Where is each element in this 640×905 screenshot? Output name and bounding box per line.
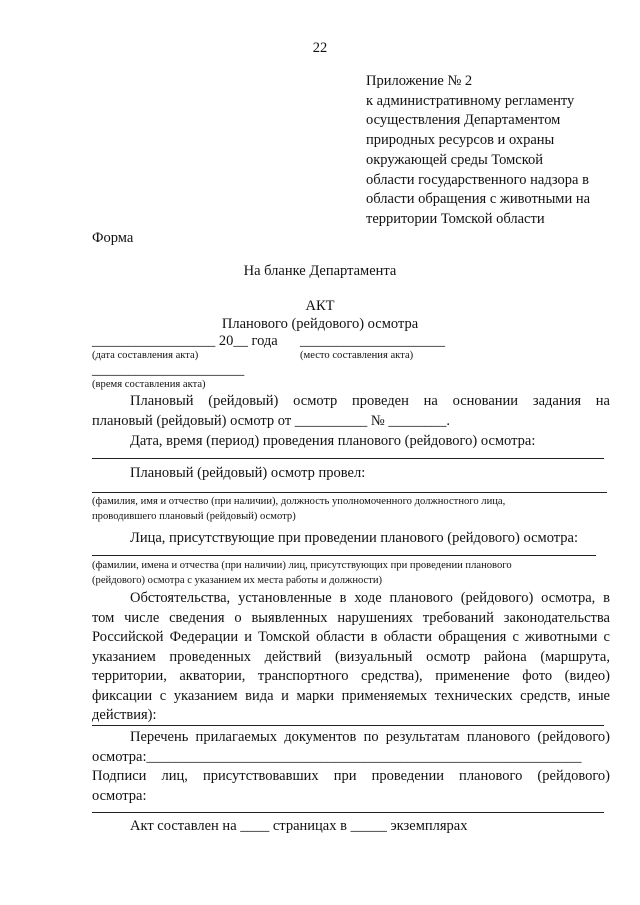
appendix-line: осуществления Департаментом (366, 112, 561, 129)
conducted-label: Плановый (рейдовый) осмотр провел: (130, 465, 366, 481)
place-field[interactable]: ____________________ (300, 333, 445, 349)
blank-label: На бланке Департамента (243, 263, 397, 279)
signatures-fill-line[interactable] (92, 812, 604, 813)
appendix-line: к административному регламенту (366, 92, 575, 109)
documents-paragraph (92, 728, 610, 767)
signatures-paragraph (92, 767, 610, 806)
circumstances-line: указанием проведенных действий (визуальный осмотр района (маршрута, (92, 648, 610, 665)
time-caption: (время составления акта) (92, 379, 206, 390)
circumstances-paragraph (92, 589, 610, 726)
present-fill-line[interactable] (92, 555, 596, 556)
page-number: 22 (312, 40, 328, 56)
documents-line-1: Перечень прилагаемых документов по результатам планового (рейдового) (130, 729, 610, 745)
conducted-fill-line[interactable] (92, 492, 607, 493)
basis-line-2: плановый (рейдовый) осмотр от __________ № ________. (92, 412, 451, 429)
present-caption-1: (фамилии, имена и отчества (при наличии) лиц, присутствующих при проведении планового (92, 560, 512, 571)
appendix-line: области обращения с животными на (366, 191, 591, 208)
act-title: АКТ (305, 298, 335, 314)
basis-line-1: Плановый (рейдовый) осмотр проведен на основании задания на (130, 393, 610, 409)
appendix-line: окружающей среды Томской (366, 151, 544, 168)
place-caption: (место составления акта) (300, 350, 414, 361)
datetime-fill-line[interactable] (92, 458, 604, 459)
time-field[interactable]: _____________________ (92, 362, 245, 378)
act-subtitle: Планового (рейдового) осмотра (221, 316, 419, 332)
circumstances-line: территории, акватории, транспортного средства), применение фото (видео) (92, 668, 610, 684)
present-caption-2: (рейдового) осмотра с указанием их места работы и должности) (92, 575, 383, 586)
appendix-line: области государственного надзора в (366, 171, 589, 188)
circumstances-line: фиксации с указанием вида и марки применяемых технических средств, иные (92, 687, 610, 704)
basis-paragraph (92, 392, 610, 431)
signatures-line-1: Подписи лиц, присутствовавших при проведении планового (рейдового) (92, 768, 610, 784)
present-label: Лица, присутствующие при проведении планового (рейдового) осмотра: (130, 530, 578, 546)
date-caption: (дата составления акта) (92, 350, 199, 361)
circumstances-line: Российской Федерации и Томской области в области обращения с животными с (92, 629, 610, 645)
datetime-label: Дата, время (период) проведения планового (рейдового) осмотра: (130, 433, 536, 449)
closing-line[interactable]: Акт составлен на ____ страницах в _____ экземплярах (130, 818, 468, 834)
circumstances-line: действия): (92, 707, 157, 723)
circumstances-line: Обстоятельства, установленные в ходе планового (рейдового) осмотра, в (130, 590, 610, 606)
appendix-line: Приложение № 2 (366, 73, 473, 89)
appendix-line: природных ресурсов и охраны (366, 132, 555, 149)
conducted-caption-1: (фамилия, имя и отчество (при наличии), должность уполномоченного должностного лица, (92, 496, 506, 507)
circumstances-fill-line[interactable] (92, 725, 604, 726)
date-field[interactable]: _________________ 20__ года (92, 333, 278, 349)
conducted-caption-2: проводившего плановый (рейдовый) осмотр) (92, 511, 296, 522)
documents-line-2[interactable]: осмотра:____________________________________________________________ (92, 748, 582, 765)
form-label: Форма (92, 230, 134, 246)
circumstances-line: том числе сведения о выявленных нарушениях требований законодательства (92, 609, 610, 626)
appendix-block (366, 72, 616, 230)
signatures-line-2: осмотра: (92, 787, 147, 804)
appendix-line: территории Томской области (366, 210, 545, 227)
